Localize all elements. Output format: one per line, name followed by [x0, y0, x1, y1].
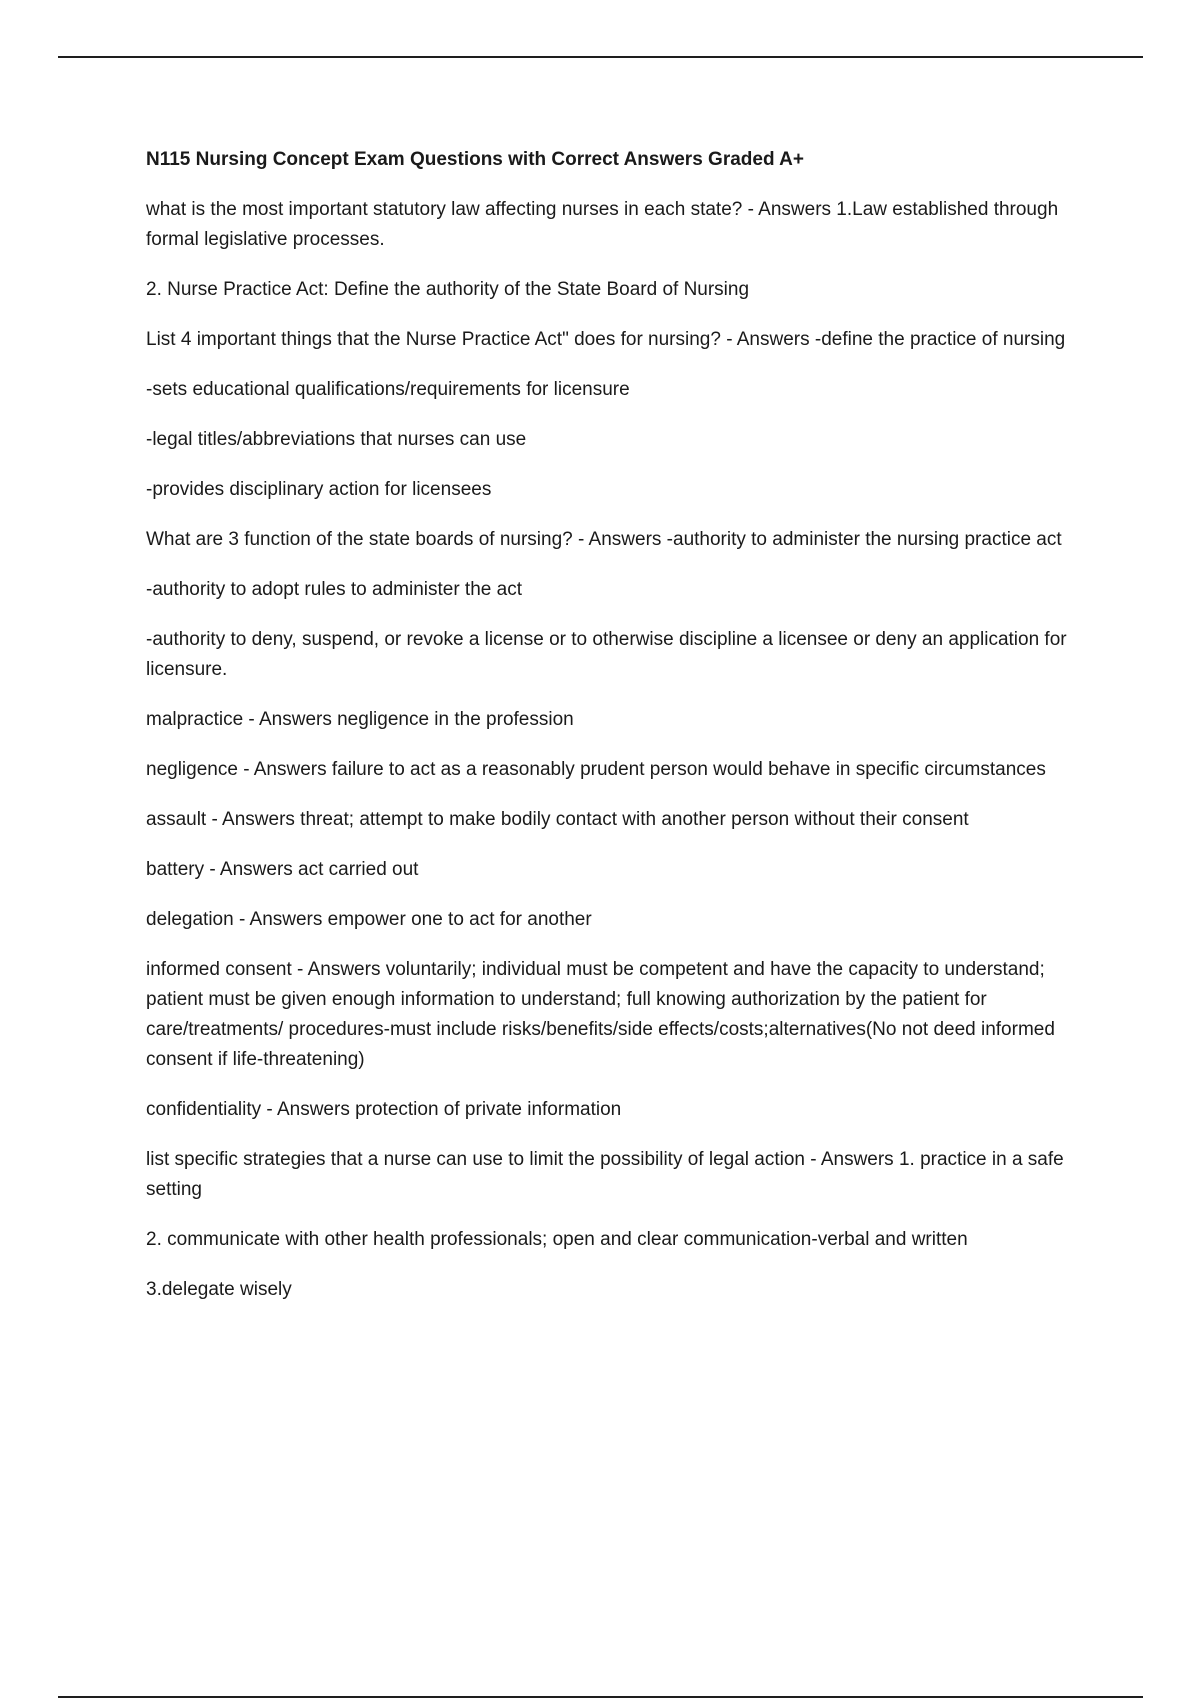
- qa-paragraph: 3.delegate wisely: [146, 1279, 292, 1300]
- qa-paragraph: delegation - Answers empower one to act for another: [146, 909, 592, 930]
- qa-paragraph: what is the most important statutory law affecting nurses in each state? - Answers 1.Law established through formal legislative processes.: [146, 199, 1059, 250]
- qa-paragraph: -provides disciplinary action for licensees: [146, 479, 492, 500]
- top-divider: [58, 56, 1143, 58]
- document-body: [146, 145, 1096, 1325]
- bottom-divider: [58, 1696, 1143, 1698]
- qa-paragraph: -sets educational qualifications/requirements for licensure: [146, 379, 630, 400]
- qa-paragraph: -authority to deny, suspend, or revoke a license or to otherwise discipline a licensee or deny an application for licensure.: [146, 629, 1067, 680]
- qa-paragraph: informed consent - Answers voluntarily; individual must be competent and have the capacity to understand; patient must be given enough information to understand; full knowing authorization by the patient for care/treatments/ procedures-must include risks/benefits/side effects/costs;alternatives(No not deed informed consent if life-threatening): [146, 959, 1055, 1070]
- qa-paragraph: list specific strategies that a nurse can use to limit the possibility of legal action - Answers 1. practice in a safe setting: [146, 1149, 1064, 1200]
- qa-paragraph: 2. communicate with other health professionals; open and clear communication-verbal and written: [146, 1229, 968, 1250]
- qa-paragraph: assault - Answers threat; attempt to make bodily contact with another person without their consent: [146, 809, 969, 830]
- qa-paragraph: battery - Answers act carried out: [146, 859, 419, 880]
- qa-paragraph: What are 3 function of the state boards of nursing? - Answers -authority to administer the nursing practice act: [146, 529, 1062, 550]
- qa-paragraph: malpractice - Answers negligence in the profession: [146, 709, 574, 730]
- qa-paragraph: List 4 important things that the Nurse Practice Act" does for nursing? - Answers -define the practice of nursing: [146, 329, 1066, 350]
- qa-paragraph: -authority to adopt rules to administer the act: [146, 579, 522, 600]
- qa-paragraph: confidentiality - Answers protection of private information: [146, 1099, 622, 1120]
- qa-paragraph: negligence - Answers failure to act as a reasonably prudent person would behave in specific circumstances: [146, 759, 1046, 780]
- document-title: N115 Nursing Concept Exam Questions with Correct Answers Graded A+: [146, 149, 804, 170]
- qa-paragraph: -legal titles/abbreviations that nurses can use: [146, 429, 527, 450]
- qa-paragraph: 2. Nurse Practice Act: Define the authority of the State Board of Nursing: [146, 279, 750, 300]
